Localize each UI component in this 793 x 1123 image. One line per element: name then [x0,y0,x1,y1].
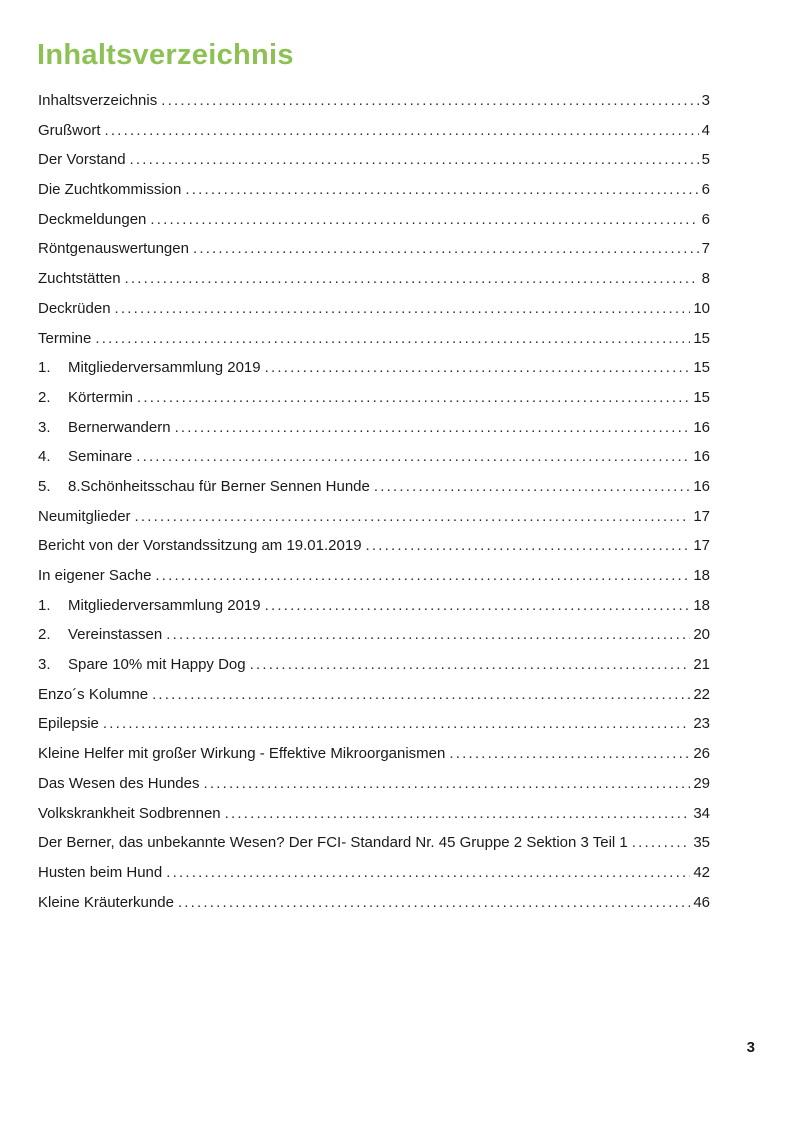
toc-entry [38,596,710,626]
toc-entry-number: 3. [38,418,51,436]
dot-leader [366,536,691,556]
dot-leader [105,121,699,141]
toc-entry-label: Der Vorstand [38,151,126,169]
dot-leader [185,180,698,200]
toc-entry-page: 10 [693,299,710,317]
toc-entry-label: Bernerwandern [68,418,171,436]
toc-entry [38,447,710,477]
dot-leader [265,596,691,616]
toc-entry-number: 4. [38,448,51,466]
toc-entry-page: 35 [693,834,710,852]
toc-entry-page: 7 [701,240,710,258]
dot-leader [265,358,691,378]
toc-entry-page: 16 [693,448,710,466]
toc-entry-page: 20 [693,626,710,644]
dot-leader [103,714,690,734]
toc-entry-label: Husten beim Hund [38,863,163,881]
toc-entry-page: 29 [693,774,710,792]
toc-entry-page: 17 [693,537,710,555]
dot-leader [95,329,690,349]
toc-entry-label: Der Berner, das unbekannte Wesen? Der FCI- Standard Nr. 45 Gruppe 2 Sektion 3 Teil 1 [38,834,628,852]
toc-entry-label: Kleine Helfer mit großer Wirkung - Effektive Mikroorganismen [38,745,446,763]
toc-entry-page: 18 [693,567,710,584]
toc-entry [38,536,710,566]
dot-leader [225,804,691,824]
toc-entry-page: 34 [693,804,710,822]
page-title: Inhaltsverzeichnis [37,39,294,71]
toc-entry-page: 8 [701,270,710,288]
toc-entry-label: Volkskrankheit Sodbrennen [38,804,221,822]
toc-entry [38,863,710,893]
toc-entry-label: Epilepsie [38,715,99,733]
toc-entry-number: 2. [38,388,51,406]
toc-entry [38,893,710,923]
toc-entry-page: 42 [693,863,710,881]
dot-leader [155,566,690,586]
dot-leader [166,863,690,883]
toc-entry-page: 4 [701,121,710,139]
dot-leader [166,625,690,645]
dot-leader [136,447,690,467]
toc-entry [38,804,710,834]
toc-entry [38,210,710,240]
dot-leader [125,269,699,289]
toc-entry [38,655,710,685]
footer-page-number: 3 [746,1039,755,1056]
toc-entry-label: Spare 10% mit Happy Dog [68,656,246,674]
dot-leader [193,239,699,259]
toc-entry [38,329,710,359]
toc-entry-label: Inhaltsverzeichnis [38,92,158,109]
toc-entry [38,477,710,507]
toc-entry [38,774,710,804]
toc-entry-label: Kleine Kräuterkunde [38,893,174,911]
dot-leader [449,744,690,764]
toc-entry-label: Neumitglieder [38,507,131,525]
toc-entry-page: 15 [693,388,710,406]
toc-entry [38,121,710,151]
toc-entry-page: 6 [701,181,710,199]
toc-entry-number: 1. [38,596,51,614]
dot-leader [150,210,698,230]
dot-leader [130,150,699,170]
toc-entry [38,833,710,863]
toc-entry-label: Körtermin [68,388,134,406]
toc-entry-page: 21 [693,656,710,674]
dot-leader [137,388,690,408]
toc-entry [38,239,710,269]
toc-entry-label: Die Zuchtkommission [38,181,182,199]
toc-entry [38,269,710,299]
toc-entry [38,180,710,210]
toc-entry-page: 26 [693,745,710,763]
toc-entry [38,418,710,448]
toc-entry-number: 2. [38,626,51,644]
dot-leader [250,655,691,675]
dot-leader [175,418,691,438]
toc-entry [38,150,710,180]
toc-entry-page: 46 [693,893,710,911]
dot-leader [178,893,690,913]
toc-entry [38,685,710,715]
toc-entry-page: 23 [693,715,710,733]
toc-entry-page: 17 [693,507,710,525]
toc-entry [38,91,710,121]
toc-entry-page: 18 [693,596,710,614]
table-of-contents [38,91,710,922]
dot-leader [374,477,690,497]
toc-entry-page: 15 [693,329,710,347]
toc-entry-number: 5. [38,477,51,495]
dot-leader [135,507,691,527]
toc-entry-page: 16 [693,477,710,495]
toc-entry [38,744,710,774]
toc-entry-page: 15 [693,359,710,377]
toc-entry-number: 3. [38,656,51,674]
toc-entry-label: Deckmeldungen [38,210,147,228]
toc-entry-page: 16 [693,418,710,436]
toc-entry-label: Mitgliederversammlung 2019 [68,359,261,377]
toc-entry-label: Deckrüden [38,299,111,317]
toc-entry-number: 1. [38,359,51,377]
toc-entry-page: 5 [701,151,710,169]
dot-leader [152,685,690,705]
dot-leader [632,833,691,853]
toc-entry-label: In eigener Sache [38,567,152,584]
toc-entry-label: Mitgliederversammlung 2019 [68,596,261,614]
toc-entry [38,714,710,744]
toc-entry-label: Röntgenauswertungen [38,240,189,258]
toc-entry-label: Das Wesen des Hundes [38,774,200,792]
toc-entry-label: Termine [38,329,92,347]
toc-entry-label: Seminare [68,448,133,466]
toc-entry-label: Grußwort [38,121,101,139]
toc-entry-label: 8.Schönheitsschau für Berner Sennen Hunde [68,477,370,495]
toc-entry [38,388,710,418]
toc-entry-label: Vereinstassen [68,626,163,644]
toc-entry [38,566,710,596]
toc-entry [38,299,710,329]
dot-leader [115,299,691,319]
toc-entry [38,358,710,388]
toc-entry [38,625,710,655]
toc-entry-page: 22 [693,685,710,703]
toc-entry-label: Zuchtstätten [38,270,121,288]
toc-entry-label: Enzo´s Kolumne [38,685,149,703]
dot-leader [203,774,690,794]
toc-entry-page: 6 [701,210,710,228]
toc-entry [38,507,710,537]
toc-entry-label: Bericht von der Vorstandssitzung am 19.01.2019 [38,537,362,555]
toc-entry-page: 3 [701,92,710,109]
dot-leader [161,91,698,111]
